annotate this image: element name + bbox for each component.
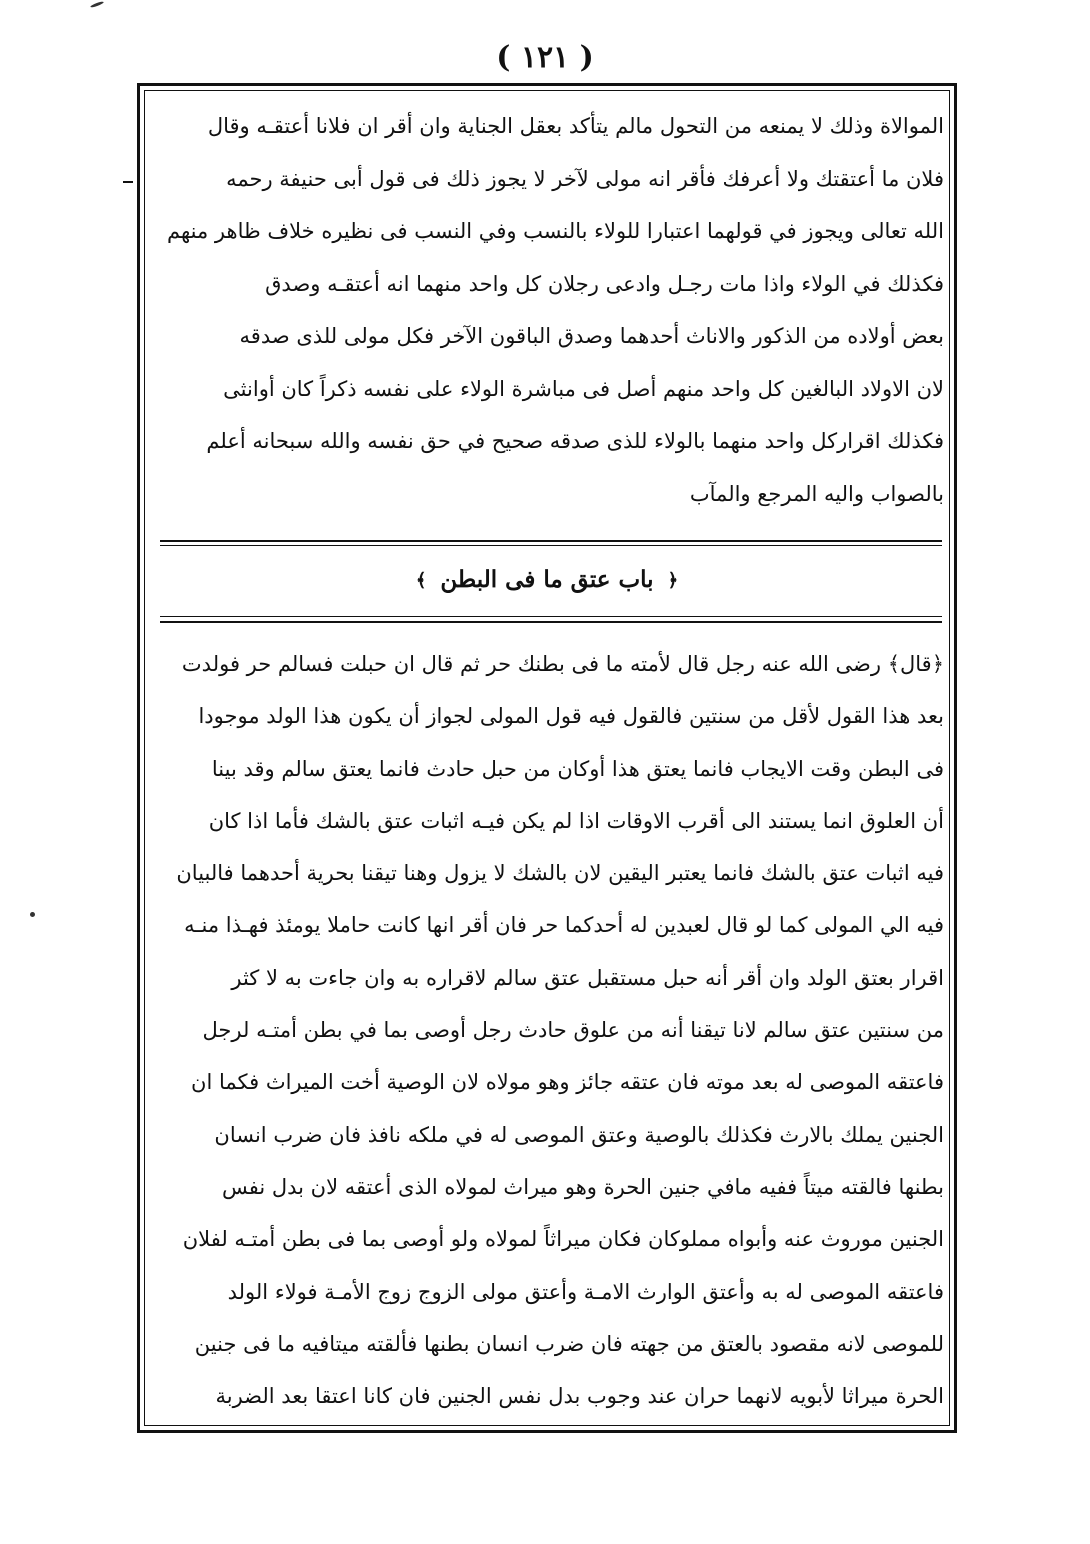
section-rule-bottom-inner: [160, 616, 942, 617]
text-line: بالصواب واليه المرجع والمآب: [689, 481, 944, 506]
text-line: فلان ما أعتقتك ولا أعرفك فأقر انه مولى لآخر لا يجوز ذلك فى قول أبى حنيفة رحمه: [226, 166, 944, 191]
text-line: ﴿قال﴾ رضى الله عنه رجل قال لأمته ما فى بطنك حر ثم قال ان حبلت فسالم حر فولدت: [181, 652, 944, 676]
text-line: الجنين يملك بالارث فكذلك بالوصية وعتق الموصى له في ملكه نافذ فان ضرب انسان: [214, 1122, 944, 1147]
text-line: أن العلوق انما يستند الى أقرب الاوقات اذا لم يكن فيـه اثبات عتق بالشك فأما اذا كان: [208, 808, 944, 833]
section-title-text: باب عتق ما فى البطن: [440, 566, 654, 593]
text-line: فاعتقه الموصى له بعد موته فان عتقه جائز وهو مولاه لان الوصية أخت الميراث فكما ان: [191, 1070, 944, 1095]
text-line: فيه اثبات عتق بالشك فانما يعتبر اليقين لان بالشك لا يزول وهنا تيقنا بحرية أحدهما فالبيان: [176, 861, 944, 886]
text-line: فاعتقه الموصى له به وأعتق الوارث الامـة وأعتق مولى الزوج زوج الأمـة فولاء الولد: [227, 1279, 944, 1304]
text-line: الموالاة وذلك لا يمنعه من التحول مالم يتأكد بعقل الجناية وان أقر ان فلانا أعتقـه وقال: [207, 114, 944, 138]
section-rule-top: [160, 540, 942, 542]
ornament-left-icon: ﴾: [415, 570, 427, 591]
text-line: فيه الي المولى كما لو قال لعبدين له أحدكما حر فان أقر انها كانت حاملا يومئذ فهـذا منـه: [184, 913, 944, 938]
text-line: الله تعالى ويجوز في قولهما اعتبارا للولاء بالنسب وفي النسب فى نظيره خلاف ظاهر منهم: [167, 219, 944, 243]
ink-speck: [90, 1, 104, 9]
text-line: للموصى لانه مقصود بالعتق من جهته فان ضرب انسان بطنها فألقته ميتافيه ما فى جنين: [194, 1331, 944, 1356]
section-heading: [150, 558, 944, 603]
text-line: فكذلك في الولاء واذا مات رجـل وادعى رجلان كل واحد منهما انه أعتقـه وصدق: [265, 271, 944, 296]
text-line: فكذلك اقراركل واحد منهما بالولاء للذى صدقه صحيح في حق نفسه والله سبحانه أعلم: [206, 429, 944, 453]
text-block-section: [150, 638, 944, 1422]
text-line: فى البطن وقت الايجاب فانما يعتق هذا أوكان من حبل حادث فانما يعتق سالم وقد بينا: [211, 756, 944, 781]
text-line: الجنين موروث عنه وأبواه مملوكان فكان ميراثاً لمولاه ولو أوصى بما فى بطن أمتـه لفلان: [182, 1227, 944, 1252]
text-line: من سنتين عتق سالم لانا تيقنا أنه من علوق حادث رجل أوصى بما في بطن أمتـه لرجل: [202, 1018, 944, 1043]
page-number: ( ١٢١ ): [496, 40, 594, 75]
section-rule-bottom: [160, 621, 942, 623]
text-line: بعد هذا القول لأقل من سنتين فالقول فيه قول المولى لجواز أن يكون هذا الولد موجودا: [198, 704, 944, 729]
text-line: بعض أولاده من الذكور والاناث أحدهما وصدق الباقون الآخر فكل مولى للذى صدقه: [239, 324, 944, 348]
text-line: لان الاولاد البالغين كل واحد منهم أصل فى مباشرة الولاء على نفسه ذكراً كان أوانثى: [223, 376, 944, 401]
section-rule-top-inner: [160, 545, 942, 546]
ornament-right-icon: ﴿: [667, 570, 679, 591]
text-line: بطنها فالقته ميتاً ففيه مافي جنين الحرة وهو ميراث لمولاه الذى أعتقه لان بدل نفس: [221, 1174, 944, 1199]
text-line: الحرة ميراثا لأبويه لانهما حران عند وجوب بدل نفس الجنين فان كانا اعتقا بعد الضربة: [215, 1384, 944, 1409]
ink-speck: [30, 912, 35, 917]
text-line: اقرار بعتق الولد وان أقر أنه حبل مستقبل عتق سالم لاقراره به وان جاءت به لا كثر: [231, 965, 944, 990]
margin-mark: [123, 181, 133, 183]
text-block-opening: [150, 100, 944, 520]
